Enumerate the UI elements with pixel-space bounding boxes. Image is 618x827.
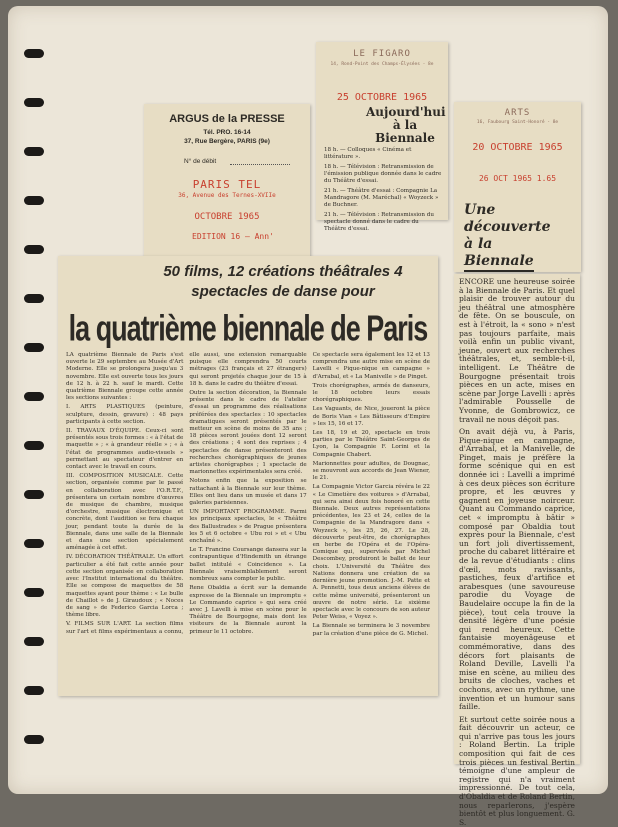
article-paragraph: Outre la section décoration, la Biennale présente dans le cadre de l'atelier d'essai un programme des réalisations préférées des spectacles : 10 spectacles dramatiques seront présentés par le metteur en scène de moins de 35 ans ; 18 pièces seront jouées dont 12 seront des créations ; 4 sont des reprises ; 4 spectacles de danse présenteront des recherches chorégraphiques de jeunes artistes chorégraphes ; 1 spectacle de marionnettes expérimentales sera créé. [189,390,307,476]
article-paragraph: Trois chorégraphes, armés de danseurs, le 18 octobre leurs essais chorégraphiques. [312,382,430,404]
arts-masthead-address: 16, Faubourg Saint-Honoré - 8e [476,120,559,125]
figaro-date-stamp: 25 OCTOBRE 1965 [336,92,428,103]
argus-phone: Tél. PRO. 16-14 [203,129,251,136]
figaro-heading-line2: à la Biennale [375,118,435,145]
arts-header-clipping [454,102,581,272]
article-paragraph: Ce spectacle sera également les 12 et 13 comprendra une autre mise en scène de Lavelli « Pique-nique en campagne » d'Arrabal, et « La Manivelle » de Pinget. [312,352,430,380]
figaro-program-item: 18 h. — Colloques « Cinéma et littérature ». [324,147,412,160]
article-paragraph: Notons enfin que la exposition se rattachant à la Biennale sur leur thème. Elles ont lieu dans un musée et dans 17 galeries parisiennes. [189,478,307,507]
arts-heading-line4: Biennale [464,253,534,272]
arts-date-stamp: 20 OCTOBRE 1965 [472,142,563,153]
article-paragraph: Les 18, 19 et 20, spectacle en trois parties par le Théâtre Saint-Georges de Lyon, la Compagnie F. Lorini et la Compagnie Chabert. [312,430,430,458]
paper-address-stamp: 36, Avenue des Ternes-XVIIe [178,192,276,199]
binder-hole [24,588,44,597]
figaro-masthead-address: 14, Rond-Point des Champs-Élysées - 8e [330,62,434,67]
arts-paragraph: On avait déjà vu, à Paris, Pique-nique en campagne, d'Arrabal, et la Manivelle, de Pinget, mais je préfère la forme scénique qui en est donnée ici : Lavelli a imprimé à ces deux pièces son écriture propre, et les œuvres y gagnent en joyeuse noirceur. Quant au Commando caprice, cet « impromptu à bâtir » composé par Obaldia tout exprès pour la Biennale, c'est un fort joli divertissement, proche du cabaret littéraire et de la revue d'étudiants : clins d'œil, mots ravissants, pastiches, feux d'artifice et arabesques (une savoureuse parodie du Voyage de Baudelaire occupe la fin de la pièce), tout cela trouve la densité légère d'une poésie qui rend heureux. Cette fantaisie moyenâgeuse et commémorative, dans des décors fort plaisants de Roland Deville, Lavelli l'a mise en scène, au milieu des bruits de cloches, vaches et cochons, avec un rythme, une invention et un humour sans faille. [459,427,575,712]
binder-hole [24,98,44,107]
article-paragraph: Marionnettes pour adultes, de Dougnac, se mouvront aux accords de Jean Wiener, le 21. [312,460,430,482]
article-body [66,352,430,686]
argus-name: ARGUS de la PRESSE [169,113,285,125]
arts-second-stamp: 26 OCT 1965 1.65 [478,174,557,183]
binder-hole [24,343,44,352]
binder-hole [24,637,44,646]
arts-heading-line1: Une [464,202,496,218]
binder-hole [24,539,44,548]
binder-hole [24,196,44,205]
binder-hole [24,735,44,744]
article-paragraph: I. ARTS PLASTIQUES (peinture, sculpture, dessin, gravure) : 48 pays participants à cette section. [66,404,184,425]
article-paragraph: V. FILMS SUR L'ART. La section films sur l'art et films expérimentaux a connu, elle aussi, une extension remarquable puisque elle comprendra 50 courts métrages (23 français et 27 étrangers) qui seront projetés chaque jour de 15 à 18 h. dans le cadre du théâtre d'essai. [66,352,307,635]
biennale-article [58,256,438,696]
arts-masthead: ARTS [504,108,531,118]
edition-stamp: EDITION 16 – Ann' [192,232,274,241]
binder-hole [24,441,44,450]
figaro-program-list [324,144,442,236]
article-paragraph: Les Vaguants, de Nice, joueront la pièce de Boris Vian « Les Bâtisseurs d'Empire » les 15, 16 et 17. [312,406,430,427]
article-headline: la quatrième biennale de Paris [68,308,428,349]
article-paragraph: Le T. Francine Coursange dansera sur la contrapuntique d'Hindemith un étrange ballet intitulé « Coincidence ». La Biennale vraisemblablement seront nombreux sans compter le public. [189,547,307,583]
binder-hole [24,245,44,254]
article-paragraph: La Biennale se terminera le 3 novembre par la création d'une pièce de G. Michel. [312,623,430,637]
argus-press-slip [144,104,310,262]
article-paragraph: LA quatrième Biennale de Paris s'est ouverte le 29 septembre au Musée d'Art Moderne. Elle se prolongera jusqu'au 3 novembre. Elle est ouverte tous les jours de 12 h. à 22 h. sauf le mardi. Cette quatrième Biennale groupe cette année les sections suivantes : [66,352,184,402]
binder-hole [24,49,44,58]
arts-heading [464,202,551,272]
article-paragraph: La Compagnie Victor Garcia révéra le 22 « Le Cimetière des voitures » d'Arrabal, qui sera ainsi deux fois honoré en cette Biennale. Deux autres représentations précédentes, les 23 et 24, celles de la Compagnie de la Mandragore dans « Woyzeck », les 25, 26, 27. Le 28, découverte peut-être, de chorégraphes en herbe de l'Opéra et de l'Opéra-Comique qui, supervisés par Michel Descombey, produiront le ballet de leur choix. L'Université du Théâtre des Nations donnera une création de sa dernière jeune promotion. J.-M. Patte et A. Pennetti, tous deux anciens élèves de cette même université, présenteront un œuvre de notre série. Le sixième spectacle avec le concours de son auteur Peter Weiss, « Voyez ». [312,484,430,621]
binder-hole [24,490,44,499]
argus-address: 37, Rue Bergère, PARIS (9e) [184,138,270,145]
article-paragraph: Rene Obaldia a écrit sur la demande expresse de la Biennale un impromptu « Le Commando caprice » qui sera créé avec J. Lavelli à mise en scène pour le Théâtre de Bourgogne, mais dont les visiteurs de la Biennale auront la primeur le 11 octobre. [189,585,307,635]
binder-hole [24,294,44,303]
arts-review-body [454,274,580,827]
debit-line [230,164,290,165]
figaro-program-item: 18 h. — Télévision : Retransmission de l'émission publique donnée dans le cadre du Théâtre d'essai. [324,164,442,184]
article-kicker: 50 films, 12 créations théâtrales 4 spectacles de danse pour [163,263,403,300]
arts-heading-line2: découverte [464,219,551,235]
article-paragraph: II. TRAVAUX D'ÉQUIPE. Ceux-ci sont présentés sous trois formes : « à l'état de maquette » ; « à grandeur réelle » ; « à l'état de programmes audio-visuels » permettant au spectateur d'entrer en contact avec le travail en cours. [66,428,184,471]
figaro-program-item: 21 h. — Théâtre d'essai : Compagnie La Mandragore (M. Maréchal) « Woyzeck » de Buchner. [324,188,439,208]
arts-paragraph: ENCORE une heureuse soirée à la Biennale de Paris. Et quel plaisir de trouver autour du jeu théâtral une atmosphère de fête. On se bouscule, on est à l'étroit, la « sono » n'est pas toujours parfaite, mais voilà enfin un public vivant, jeune, ouvert aux recherches théâtrales, et, semble-t-il, intelligent. Le Théâtre de Bourgogne présentait trois pièces en un acte, mises en scène par Jorge Lavelli : après l'admirable Pousselle de Yvonne, de Gombrowicz, ce travail ne nous déçoit pas. [459,277,575,424]
binder-hole [24,686,44,695]
article-paragraph: IV. DÉCORATION THÉÂTRALE. Un effort particulier a été fait cette année pour cette section organisée en collaboration avec l'Institut international du théâtre. Elle se compose de maquettes de 58 maquettes ayant pour thème : « Le bulle de Chaillot » de J. Giraudoux ; « Noces de sang » de Federico Garcia Lorca ; thème libre. [66,554,184,619]
paper-stamp: PARIS TEL [192,178,262,191]
scrapbook-page [8,6,608,827]
figaro-masthead: LE FIGARO [353,49,411,59]
figaro-heading [366,106,444,145]
binder-hole [24,147,44,156]
article-paragraph: III. COMPOSITION MUSICALE. Cette section, organisée comme par le passé en collaboration avec l'O.R.T.F., présentera un certain nombre d'œuvres de musique de chambre, musique d'orchestre, musique électronique et concrète, dont l'audition se fera chaque jour, pendant toute la durée de la Biennale, dans une salle de la Biennale et dans une section spécialement aménagée à cet effet. [66,473,184,552]
binder-hole [24,392,44,401]
figaro-clipping [316,42,448,232]
figaro-program-item: 21 h. — Télévision : Retransmission du spectacle donné dans le cadre du Théâtre d'essai. [324,212,434,232]
article-paragraph: UN IMPORTANT PROGRAMME. Parmi les principaux spectacles, le « Théâtre des Ballustrades » de Prague présentera les 5 et 6 octobre « Ubu roi » et « Ubu enchaîné ». [189,509,307,545]
arts-heading-line3: à la [464,236,493,252]
date-stamp: OCTOBRE 1965 [194,212,260,222]
figaro-heading-line1: Aujourd'hui [366,105,446,119]
debit-label: N° de débit [184,158,217,165]
arts-paragraph: Et surtout cette soirée nous a fait découvrir un acteur, ce qui n'arrive pas tous les jours : Roland Bertin. La triple composition qui fait de ces trois pièces un festival Bertin témoigne d'une ampleur de registre qui n'a vraiment impressionné. De tout cela, d'Obaldia et de Roland Bertin, nous reparlerons, j'espère bientôt et plus longuement. G. S. [459,714,575,827]
